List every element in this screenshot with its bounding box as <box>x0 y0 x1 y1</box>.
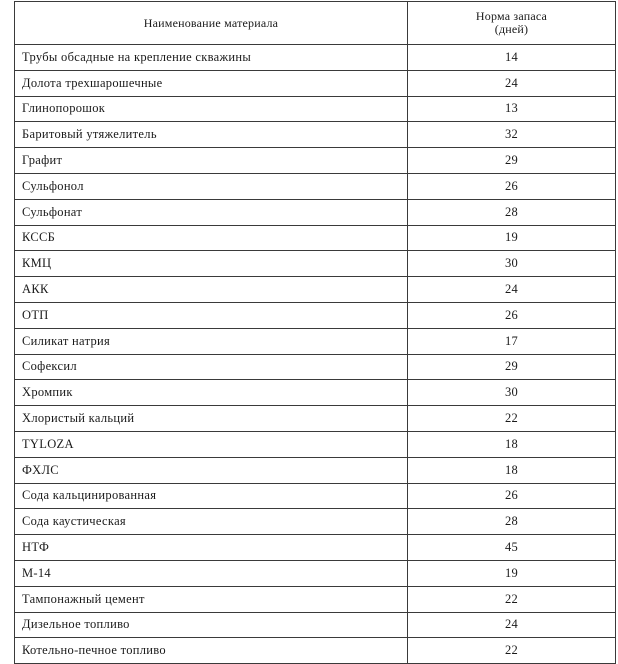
table-row <box>15 380 616 406</box>
table-row <box>15 173 616 199</box>
material-name-cell: Котельно-печное топливо <box>15 638 408 664</box>
stock-days-cell: 45 <box>408 535 616 561</box>
table-row <box>15 225 616 251</box>
stock-days-cell: 22 <box>408 586 616 612</box>
material-name-cell: Сода кальцинированная <box>15 483 408 509</box>
table-row <box>15 302 616 328</box>
table-row <box>15 483 616 509</box>
header-row <box>15 2 616 45</box>
material-name-cell: НТФ <box>15 535 408 561</box>
table-row <box>15 251 616 277</box>
stock-days-cell: 17 <box>408 328 616 354</box>
stock-days-cell: 28 <box>408 199 616 225</box>
stock-days-cell: 19 <box>408 225 616 251</box>
material-name-cell: Сульфонат <box>15 199 408 225</box>
table-body <box>15 45 616 664</box>
table-row <box>15 70 616 96</box>
material-name-cell: Сода каустическая <box>15 509 408 535</box>
material-name-cell: ОТП <box>15 302 408 328</box>
table-row <box>15 509 616 535</box>
table-row <box>15 354 616 380</box>
material-name-cell: Дизельное топливо <box>15 612 408 638</box>
stock-days-cell: 29 <box>408 354 616 380</box>
stock-days-cell: 22 <box>408 638 616 664</box>
header-stock-norm-line1: Норма запаса <box>475 9 548 23</box>
material-name-cell: Силикат натрия <box>15 328 408 354</box>
table-row <box>15 535 616 561</box>
stock-days-cell: 24 <box>408 70 616 96</box>
stock-days-cell: 26 <box>408 483 616 509</box>
stock-days-cell: 26 <box>408 302 616 328</box>
material-name-cell: М-14 <box>15 560 408 586</box>
header-stock-norm <box>408 2 616 45</box>
stock-days-cell: 30 <box>408 251 616 277</box>
stock-days-cell: 29 <box>408 148 616 174</box>
material-name-cell: АКК <box>15 277 408 303</box>
header-material-name: Наименование материала <box>15 2 408 45</box>
table-row <box>15 148 616 174</box>
material-name-cell: Баритовый утяжелитель <box>15 122 408 148</box>
material-name-cell: Глинопорошок <box>15 96 408 122</box>
table-row <box>15 199 616 225</box>
material-name-cell: TYLOZA <box>15 431 408 457</box>
stock-days-cell: 18 <box>408 431 616 457</box>
stock-days-cell: 22 <box>408 406 616 432</box>
material-name-cell: ФХЛС <box>15 457 408 483</box>
table-header <box>15 2 616 45</box>
stock-days-cell: 13 <box>408 96 616 122</box>
stock-days-cell: 24 <box>408 612 616 638</box>
material-name-cell: Сульфонол <box>15 173 408 199</box>
table-row <box>15 560 616 586</box>
material-name-cell: Трубы обсадные на крепление скважины <box>15 45 408 71</box>
material-name-cell: Софексил <box>15 354 408 380</box>
stock-days-cell: 32 <box>408 122 616 148</box>
table-row <box>15 457 616 483</box>
material-name-cell: Долота трехшарошечные <box>15 70 408 96</box>
material-stock-norms-table <box>14 1 616 664</box>
material-name-cell: Графит <box>15 148 408 174</box>
material-name-cell: Тампонажный цемент <box>15 586 408 612</box>
table-row <box>15 277 616 303</box>
table-row <box>15 406 616 432</box>
table-row <box>15 431 616 457</box>
table-row <box>15 638 616 664</box>
stock-days-cell: 19 <box>408 560 616 586</box>
material-name-cell: КМЦ <box>15 251 408 277</box>
stock-days-cell: 14 <box>408 45 616 71</box>
stock-days-cell: 24 <box>408 277 616 303</box>
material-name-cell: Хромпик <box>15 380 408 406</box>
table-row <box>15 45 616 71</box>
table-row <box>15 586 616 612</box>
stock-days-cell: 30 <box>408 380 616 406</box>
header-stock-norm-line2: (дней) <box>494 22 529 36</box>
stock-days-cell: 28 <box>408 509 616 535</box>
stock-days-cell: 18 <box>408 457 616 483</box>
material-name-cell: КССБ <box>15 225 408 251</box>
table-row <box>15 96 616 122</box>
table-row <box>15 612 616 638</box>
stock-days-cell: 26 <box>408 173 616 199</box>
table-row <box>15 328 616 354</box>
material-name-cell: Хлористый кальций <box>15 406 408 432</box>
table-row <box>15 122 616 148</box>
